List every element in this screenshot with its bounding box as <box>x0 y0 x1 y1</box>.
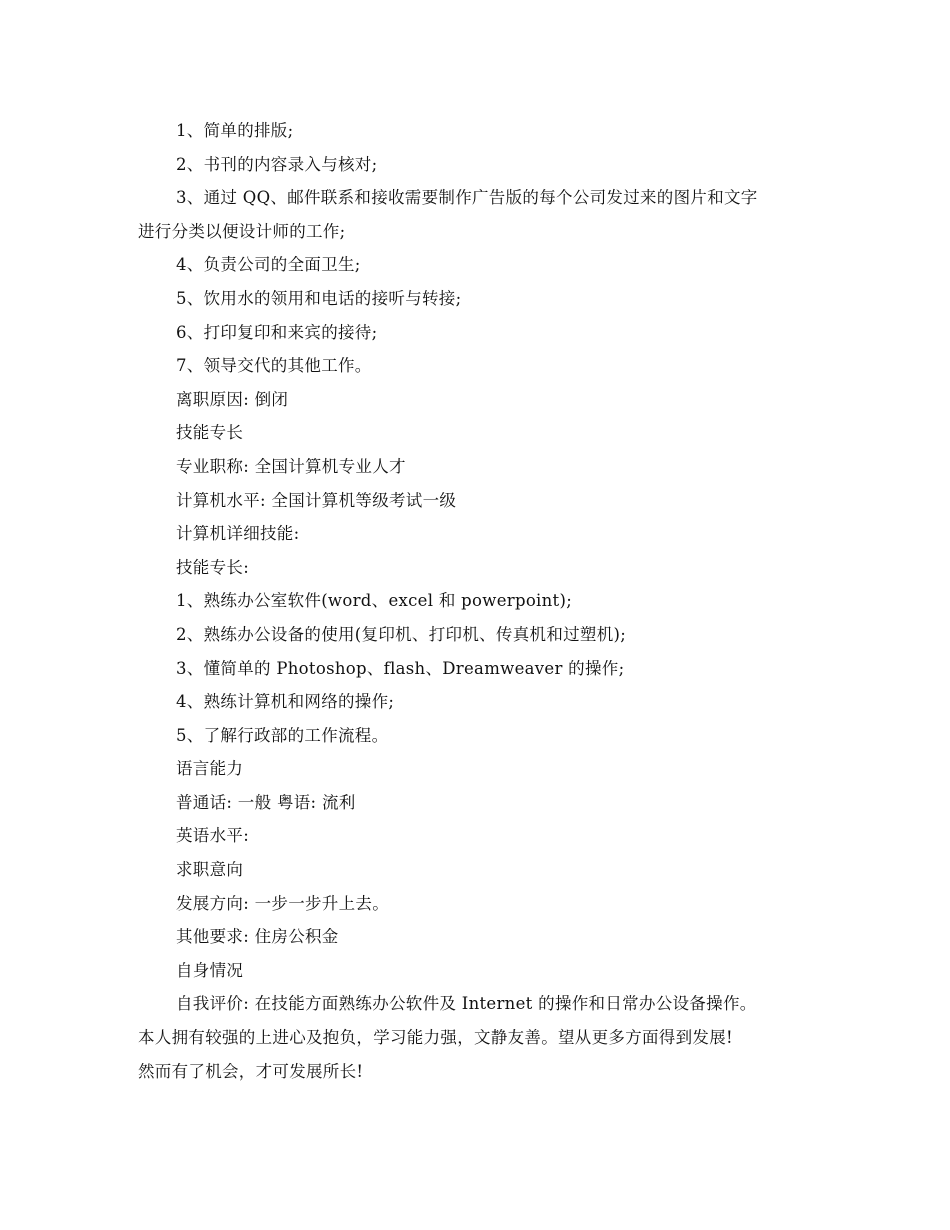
skill-item-1: 1、熟练办公室软件(word、excel 和 powerpoint); <box>176 591 573 611</box>
self-evaluation: 自我评价: 在技能方面熟练办公软件及 Internet 的操作和日常办公设备操作。 <box>176 994 757 1014</box>
professional-title: 专业职称: 全国计算机专业人才 <box>176 456 406 476</box>
duty-item-5: 5、饮用水的领用和电话的接听与转接; <box>176 288 462 308</box>
section-heading-language: 语言能力 <box>176 759 244 779</box>
duty-item-6: 6、打印复印和来宾的接待; <box>176 322 378 342</box>
development-direction: 发展方向: 一步一步升上去。 <box>176 893 390 913</box>
self-evaluation-continued-1: 本人拥有较强的上进心及抱负，学习能力强，文静友善。望从更多方面得到发展! <box>138 1028 733 1048</box>
computer-level: 计算机水平: 全国计算机等级考试一级 <box>176 490 457 510</box>
section-heading-skills: 技能专长 <box>176 423 244 443</box>
skill-item-3: 3、懂简单的 Photoshop、flash、Dreamweaver 的操作; <box>176 658 625 678</box>
self-evaluation-continued-2: 然而有了机会，才可发展所长! <box>138 1061 364 1081</box>
skill-item-5: 5、了解行政部的工作流程。 <box>176 725 389 745</box>
duty-item-4: 4、负责公司的全面卫生; <box>176 255 361 275</box>
skill-item-4: 4、熟练计算机和网络的操作; <box>176 692 395 712</box>
section-heading-self: 自身情况 <box>176 960 244 980</box>
duty-item-3: 3、通过 QQ、邮件联系和接收需要制作广告版的每个公司发过来的图片和文字 <box>176 188 758 208</box>
skill-item-2: 2、熟练办公设备的使用(复印机、打印机、传真机和过塑机); <box>176 624 627 644</box>
skills-label: 技能专长: <box>176 557 250 577</box>
duty-item-7: 7、领导交代的其他工作。 <box>176 356 372 376</box>
other-requirements: 其他要求: 住房公积金 <box>176 927 339 947</box>
duty-item-2: 2、书刊的内容录入与核对; <box>176 154 378 174</box>
section-heading-job-intention: 求职意向 <box>176 860 244 880</box>
duty-item-3-continued: 进行分类以便设计师的工作; <box>138 221 346 241</box>
duty-item-1: 1、简单的排版; <box>176 121 294 140</box>
leaving-reason: 离职原因: 倒闭 <box>176 389 289 409</box>
document-body <box>138 114 828 1088</box>
computer-skills-label: 计算机详细技能: <box>176 524 300 544</box>
english-level: 英语水平: <box>176 826 250 846</box>
language-levels: 普通话: 一般 粤语: 流利 <box>176 792 356 812</box>
